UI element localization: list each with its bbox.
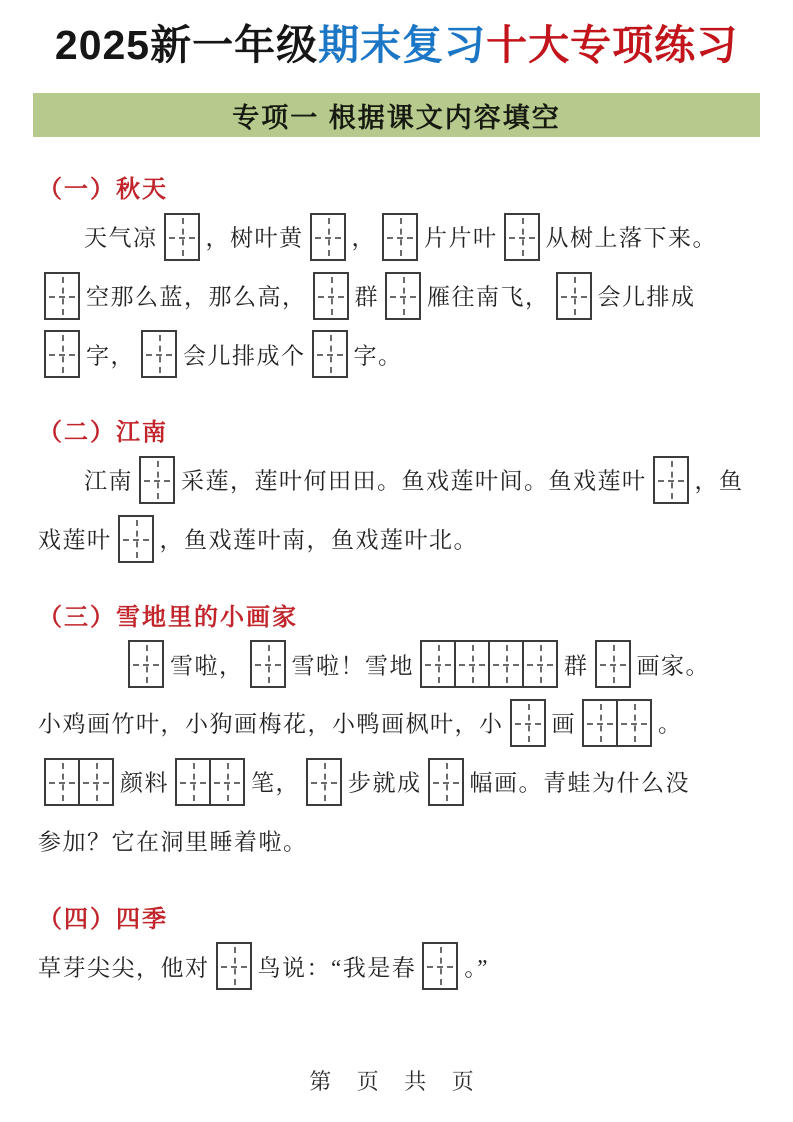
answer-box-group bbox=[216, 942, 252, 990]
box-guide-vertical-icon bbox=[62, 277, 64, 315]
answer-box bbox=[616, 699, 652, 747]
section-heading: （四）四季 bbox=[38, 906, 168, 933]
answer-box bbox=[44, 758, 80, 806]
answer-box-group bbox=[582, 699, 652, 747]
box-guide-vertical-icon bbox=[522, 218, 524, 256]
answer-box-group bbox=[504, 213, 540, 261]
answer-box bbox=[653, 456, 689, 504]
title-segment: 2025新一年级 bbox=[54, 22, 319, 68]
answer-box bbox=[78, 758, 114, 806]
box-guide-vertical-icon bbox=[472, 645, 474, 683]
answer-box bbox=[382, 213, 418, 261]
box-guide-vertical-icon bbox=[613, 645, 615, 683]
line-text: 片片叶 bbox=[424, 225, 498, 251]
line-text: 笔， bbox=[251, 770, 300, 796]
box-guide-vertical-icon bbox=[324, 763, 326, 801]
line-text: 天气凉 bbox=[84, 225, 158, 251]
box-guide-vertical-icon bbox=[540, 645, 542, 683]
worksheet-line bbox=[38, 213, 757, 263]
answer-box bbox=[118, 515, 154, 563]
section bbox=[38, 169, 757, 380]
answer-box-group bbox=[118, 515, 154, 563]
answer-box-group bbox=[313, 272, 349, 320]
worksheet-line bbox=[38, 515, 757, 565]
answer-box bbox=[422, 942, 458, 990]
section-heading: （二）江南 bbox=[38, 420, 168, 447]
worksheet-line bbox=[38, 699, 757, 749]
answer-box-group bbox=[653, 456, 689, 504]
line-text: ，树叶黄 bbox=[205, 225, 304, 251]
answer-box bbox=[595, 640, 631, 688]
line-text: 会儿排成 bbox=[597, 284, 696, 310]
answer-box-group bbox=[139, 456, 175, 504]
line-text: 雪啦， bbox=[170, 653, 244, 679]
answer-box bbox=[510, 699, 546, 747]
worksheet-line bbox=[38, 758, 757, 808]
line-text: 鸟说：“我是春 bbox=[257, 955, 417, 981]
answer-box-group bbox=[141, 330, 177, 378]
box-guide-vertical-icon bbox=[268, 645, 270, 683]
answer-box bbox=[522, 640, 558, 688]
box-guide-vertical-icon bbox=[328, 218, 330, 256]
answer-box-group bbox=[385, 272, 421, 320]
worksheet-body bbox=[0, 137, 793, 1001]
answer-box-group bbox=[422, 942, 458, 990]
answer-box-group bbox=[175, 758, 245, 806]
answer-box bbox=[556, 272, 592, 320]
answer-box bbox=[128, 640, 164, 688]
page-footer: 第 页 共 页 bbox=[309, 1069, 484, 1094]
answer-box bbox=[44, 330, 80, 378]
answer-box-group bbox=[44, 272, 80, 320]
line-text: 参加？它在洞里睡着啦。 bbox=[38, 829, 308, 855]
section-heading: （一）秋天 bbox=[38, 177, 168, 204]
section bbox=[38, 597, 757, 867]
box-guide-vertical-icon bbox=[136, 520, 138, 558]
answer-box-group bbox=[312, 330, 348, 378]
box-guide-vertical-icon bbox=[528, 704, 530, 742]
line-text: ，鱼戏莲叶南，鱼戏莲叶北。 bbox=[159, 527, 478, 553]
line-text: 字。 bbox=[353, 343, 403, 369]
section bbox=[38, 412, 757, 564]
line-text: ， bbox=[351, 225, 376, 251]
answer-box-group bbox=[128, 640, 164, 688]
box-guide-vertical-icon bbox=[438, 645, 440, 683]
answer-box-group bbox=[164, 213, 200, 261]
answer-box bbox=[310, 213, 346, 261]
page-title bbox=[0, 22, 793, 69]
box-guide-vertical-icon bbox=[403, 277, 405, 315]
box-guide-vertical-icon bbox=[62, 335, 64, 373]
box-guide-vertical-icon bbox=[330, 335, 332, 373]
line-text: 群 bbox=[354, 284, 379, 310]
answer-box bbox=[312, 330, 348, 378]
answer-box bbox=[141, 330, 177, 378]
section-heading: （三）雪地里的小画家 bbox=[38, 604, 298, 631]
box-guide-vertical-icon bbox=[506, 645, 508, 683]
answer-box bbox=[44, 272, 80, 320]
line-text: 。” bbox=[464, 955, 489, 981]
answer-box bbox=[164, 213, 200, 261]
box-guide-vertical-icon bbox=[446, 763, 448, 801]
line-text: 步就成 bbox=[348, 770, 422, 796]
box-guide-vertical-icon bbox=[671, 461, 673, 499]
answer-box-group bbox=[595, 640, 631, 688]
box-guide-vertical-icon bbox=[159, 335, 161, 373]
box-guide-vertical-icon bbox=[600, 704, 602, 742]
title-segment: 十大专项练习 bbox=[486, 22, 739, 68]
line-text: 雪啦！雪地 bbox=[291, 653, 414, 679]
line-text: 会儿排成个 bbox=[183, 343, 306, 369]
answer-box-group bbox=[420, 640, 558, 688]
line-text: 字， bbox=[86, 343, 135, 369]
line-text: 草芽尖尖，他对 bbox=[38, 955, 210, 981]
section-banner bbox=[33, 93, 760, 137]
worksheet-line bbox=[38, 272, 757, 322]
line-text: 戏莲叶 bbox=[38, 527, 112, 553]
worksheet-line bbox=[38, 817, 757, 867]
title-segment: 期末复习 bbox=[318, 22, 487, 68]
box-guide-vertical-icon bbox=[96, 763, 98, 801]
answer-box bbox=[420, 640, 456, 688]
answer-box-group bbox=[306, 758, 342, 806]
answer-box bbox=[488, 640, 524, 688]
answer-box bbox=[504, 213, 540, 261]
answer-box-group bbox=[428, 758, 464, 806]
banner-label: 专项一 根据课文内容填空 bbox=[232, 102, 561, 133]
answer-box-group bbox=[44, 330, 80, 378]
worksheet-line bbox=[38, 641, 757, 691]
answer-box bbox=[428, 758, 464, 806]
answer-box bbox=[139, 456, 175, 504]
box-guide-vertical-icon bbox=[227, 763, 229, 801]
line-text: 画 bbox=[551, 712, 576, 738]
box-guide-vertical-icon bbox=[400, 218, 402, 256]
box-guide-vertical-icon bbox=[146, 645, 148, 683]
line-text: 雁往南飞， bbox=[427, 284, 550, 310]
box-guide-vertical-icon bbox=[182, 218, 184, 256]
line-text: 颜料 bbox=[120, 770, 169, 796]
box-guide-vertical-icon bbox=[157, 461, 159, 499]
line-text: ，鱼 bbox=[694, 469, 744, 495]
answer-box-group bbox=[382, 213, 418, 261]
answer-box-group bbox=[556, 272, 592, 320]
answer-box-group bbox=[250, 640, 286, 688]
answer-box-group bbox=[510, 699, 546, 747]
worksheet-line bbox=[38, 456, 757, 506]
box-guide-vertical-icon bbox=[574, 277, 576, 315]
answer-box-group bbox=[44, 758, 114, 806]
line-text: 群 bbox=[564, 653, 589, 679]
answer-box bbox=[209, 758, 245, 806]
section bbox=[38, 899, 757, 993]
line-text: 小鸡画竹叶，小狗画梅花，小鸭画枫叶，小 bbox=[38, 712, 504, 738]
answer-box bbox=[385, 272, 421, 320]
line-text: 空那么蓝，那么高， bbox=[86, 284, 307, 310]
box-guide-vertical-icon bbox=[634, 704, 636, 742]
answer-box-group bbox=[310, 213, 346, 261]
answer-box bbox=[313, 272, 349, 320]
line-text: 采莲，莲叶何田田。鱼戏莲叶间。鱼戏莲叶 bbox=[181, 469, 647, 495]
line-text: 江南 bbox=[84, 469, 133, 495]
answer-box bbox=[175, 758, 211, 806]
worksheet-line bbox=[38, 331, 757, 381]
answer-box bbox=[582, 699, 618, 747]
line-text: 画家。 bbox=[636, 653, 710, 679]
answer-box bbox=[250, 640, 286, 688]
box-guide-vertical-icon bbox=[62, 763, 64, 801]
box-guide-vertical-icon bbox=[331, 277, 333, 315]
worksheet-line bbox=[38, 943, 757, 993]
answer-box bbox=[454, 640, 490, 688]
box-guide-vertical-icon bbox=[193, 763, 195, 801]
line-text: 从树上落下来。 bbox=[545, 225, 717, 251]
box-guide-vertical-icon bbox=[234, 947, 236, 985]
box-guide-vertical-icon bbox=[440, 947, 442, 985]
answer-box bbox=[306, 758, 342, 806]
line-text: 。 bbox=[658, 712, 683, 738]
line-text: 幅画。青蛙为什么没 bbox=[469, 770, 690, 796]
answer-box bbox=[216, 942, 252, 990]
